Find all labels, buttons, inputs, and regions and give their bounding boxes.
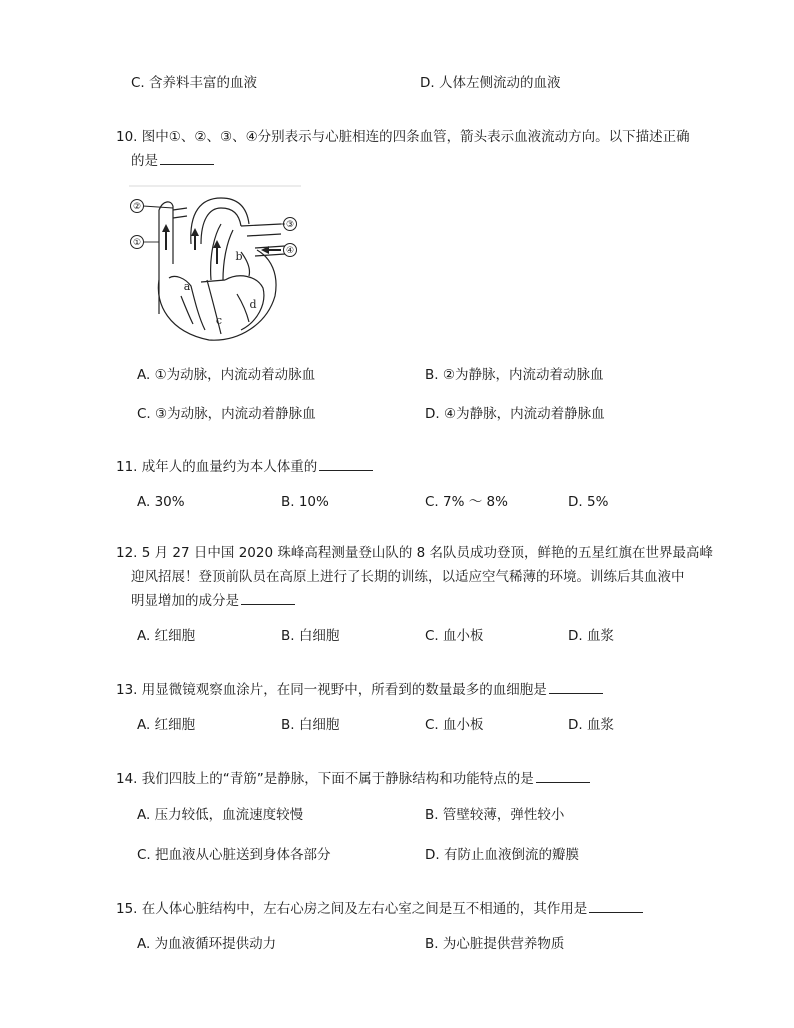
q15-option-b: B. 为心脏提供营养物质 [425, 936, 565, 952]
answer-blank [536, 770, 590, 783]
q12-option-d: D. 血浆 [568, 628, 614, 644]
q15-option-a: A. 为血液循环提供动力 [137, 936, 277, 952]
diagram-label-c: c [215, 314, 223, 327]
answer-blank [160, 152, 214, 165]
q11-option-d: D. 5% [568, 494, 609, 510]
q15-stem: 15. 在人体心脏结构中，左右心房之间及左右心室之间是互不相通的，其作用是 [116, 900, 643, 918]
q10-stem-line1: 10. 图中①、②、③、④分别表示与心脏相连的四条血管，箭头表示血液流动方向。以下描述正确 [116, 129, 690, 145]
q10-option-d: D. ④为静脉，内流动着静脉血 [425, 406, 605, 422]
q10-option-b: B. ②为静脉，内流动着动脉血 [425, 367, 604, 383]
q13-stem: 13. 用显微镜观察血涂片，在同一视野中，所看到的数量最多的血细胞是 [116, 681, 603, 699]
answer-blank [241, 592, 295, 605]
q12-option-b: B. 白细胞 [281, 628, 340, 644]
q10-stem-line2: 的是 [131, 152, 214, 170]
q11-stem: 11. 成年人的血量约为本人体重的 [116, 458, 373, 476]
heart-diagram [129, 184, 303, 344]
q13-option-d: D. 血浆 [568, 717, 614, 733]
q14-stem: 14. 我们四肢上的“青筋”是静脉，下面不属于静脉结构和功能特点的是 [116, 770, 590, 788]
diagram-label-b: b [235, 250, 243, 263]
diagram-label-d: d [249, 298, 257, 311]
q11-option-a: A. 30% [137, 494, 185, 510]
q14-option-a: A. 压力较低，血流速度较慢 [137, 807, 304, 823]
q14-option-b: B. 管壁较薄，弹性较小 [425, 807, 565, 823]
q9-option-d: D. 人体左侧流动的血液 [420, 75, 561, 91]
q13-option-b: B. 白细胞 [281, 717, 340, 733]
diagram-label-vessel-3: ③ [285, 220, 295, 230]
diagram-label-a: a [183, 280, 191, 293]
q9-option-c: C. 含养料丰富的血液 [131, 75, 258, 91]
q12-option-c: C. 血小板 [425, 628, 484, 644]
answer-blank [589, 900, 643, 913]
q12-stem-line3: 明显增加的成分是 [131, 592, 295, 610]
q14-option-d: D. 有防止血液倒流的瓣膜 [425, 847, 579, 863]
q11-option-c: C. 7% ～ 8% [425, 494, 508, 510]
answer-blank [319, 458, 373, 471]
q12-option-a: A. 红细胞 [137, 628, 196, 644]
q11-option-b: B. 10% [281, 494, 329, 510]
q12-stem-line1: 12. 5 月 27 日中国 2020 珠峰高程测量登山队的 8 名队员成功登顶，鲜艳的五星红旗在世界最高峰 [116, 545, 714, 561]
q13-option-a: A. 红细胞 [137, 717, 196, 733]
diagram-label-vessel-4: ④ [285, 246, 295, 256]
diagram-label-vessel-1: ① [132, 238, 142, 248]
q14-option-c: C. 把血液从心脏送到身体各部分 [137, 847, 331, 863]
diagram-label-vessel-2: ② [132, 202, 142, 212]
q12-stem-line2: 迎风招展！登顶前队员在高原上进行了长期的训练，以适应空气稀薄的环境。训练后其血液中 [131, 569, 685, 585]
answer-blank [549, 681, 603, 694]
q13-option-c: C. 血小板 [425, 717, 484, 733]
q10-option-c: C. ③为动脉，内流动着静脉血 [137, 406, 316, 422]
q10-option-a: A. ①为动脉，内流动着动脉血 [137, 367, 316, 383]
